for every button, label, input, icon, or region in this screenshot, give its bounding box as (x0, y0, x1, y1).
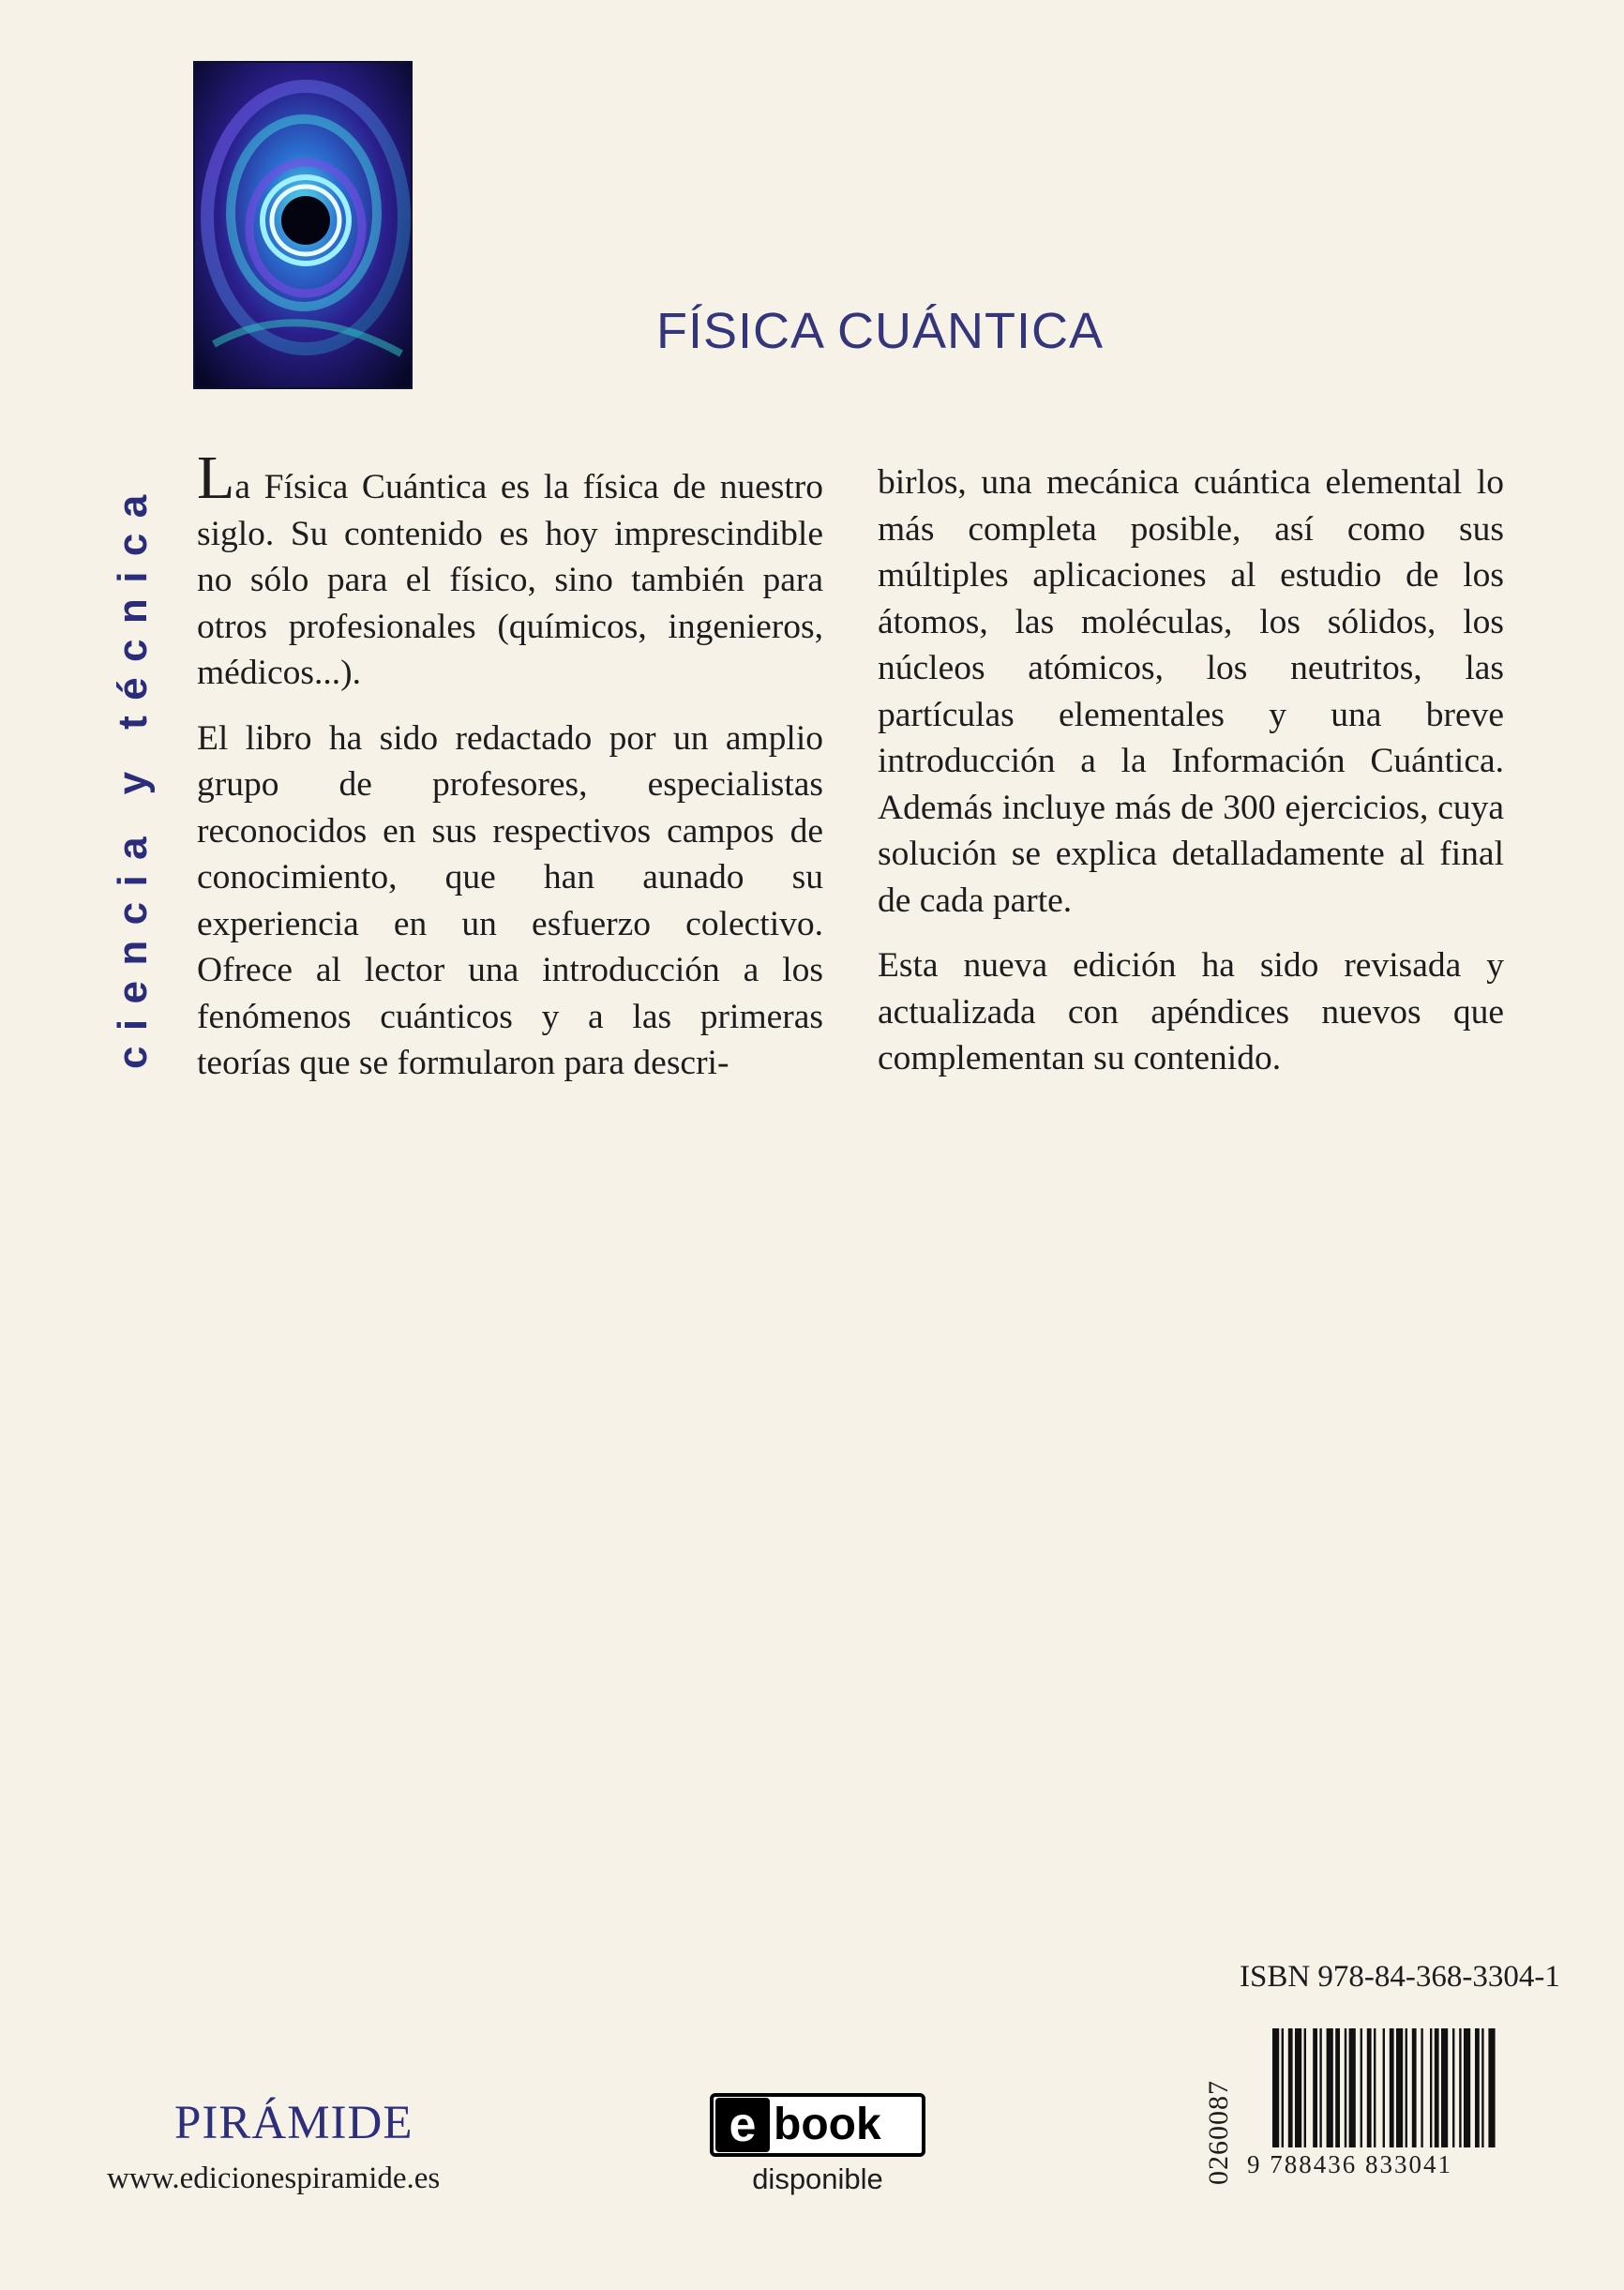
description-paragraph: La Física Cuántica es la física de nuestro siglo. Su contenido es hoy imprescindible no sólo para el físico, sino también para otros profesionales (químicos, ingenieros, médicos...). (197, 444, 823, 692)
barcode-bar (1412, 2028, 1417, 2150)
barcode-bar (1313, 2028, 1317, 2150)
barcode-side-code: 0260087 (1203, 2080, 1234, 2185)
barcode-digits: 9 788436 833041 (1247, 2147, 1561, 2181)
ebook-e-icon: e (715, 2098, 770, 2152)
description-paragraph: El libro ha sido redactado por un amplio grupo de profesores, especialistas reconocidos en sus respectivos campos de conocimiento, que han aunado su experiencia en un esfuerzo colectivo. Ofrece al lector una introducción a los fenómenos cuánticos y a las primeras teorías que se formularon para descri- (197, 718, 823, 1082)
description-left-column (197, 444, 823, 1106)
barcode-bar (1464, 2028, 1470, 2150)
barcode-bar (1335, 2028, 1340, 2150)
description-paragraph: Esta nueva edición ha sido revisada y actualizada con apéndices nuevos que complementan su contenido. (878, 946, 1504, 1077)
cover-image (193, 61, 413, 389)
barcode-bar (1319, 2028, 1321, 2150)
barcode-bar (1327, 2028, 1333, 2150)
barcode-bar (1435, 2028, 1439, 2150)
barcode-bar (1345, 2028, 1346, 2150)
barcode-bar (1430, 2028, 1432, 2150)
series-label: ciencia y técnica (110, 479, 156, 1069)
publisher-name: PIRÁMIDE (174, 2097, 414, 2149)
barcode-bar (1459, 2028, 1461, 2150)
ebook-logo (710, 2093, 925, 2157)
description-right-column (878, 460, 1504, 1101)
ebook-word: book (774, 2100, 881, 2149)
barcode-bar (1406, 2028, 1407, 2150)
ebook-caption: disponible (752, 2162, 883, 2195)
barcode-bar (1361, 2028, 1362, 2150)
barcode-bar (1288, 2028, 1293, 2150)
barcode-bar (1349, 2028, 1356, 2150)
barcode-bar (1452, 2028, 1454, 2150)
barcode-bar (1396, 2028, 1403, 2150)
isbn-text: ISBN 978-84-368-3304-1 (1240, 1960, 1560, 1994)
barcode-bar (1374, 2028, 1376, 2150)
drop-cap: L (197, 444, 235, 512)
barcode-bar (1304, 2028, 1306, 2150)
barcode-bar (1367, 2028, 1372, 2150)
barcode-bar (1481, 2028, 1483, 2150)
book-title: FÍSICA CUÁNTICA (656, 303, 1105, 359)
publisher-website[interactable]: www.edicionespiramide.es (107, 2162, 441, 2195)
barcode-bar (1295, 2028, 1301, 2150)
description-paragraph: birlos, una mecánica cuántica elemental lo más completa posible, así como sus múltiples aplicaciones al estudio de los átomos, las moléculas, los sólidos, los núcleos atómicos, los neutritos, las partículas elementales y una breve introducción a la Información Cuántica. Además incluye más de 300 ejercicios, cuya solución se explica detalladamente al final de cada parte. (878, 463, 1504, 920)
barcode-bar (1441, 2028, 1448, 2150)
barcode-bar (1421, 2028, 1422, 2150)
barcode-bar (1475, 2028, 1480, 2150)
